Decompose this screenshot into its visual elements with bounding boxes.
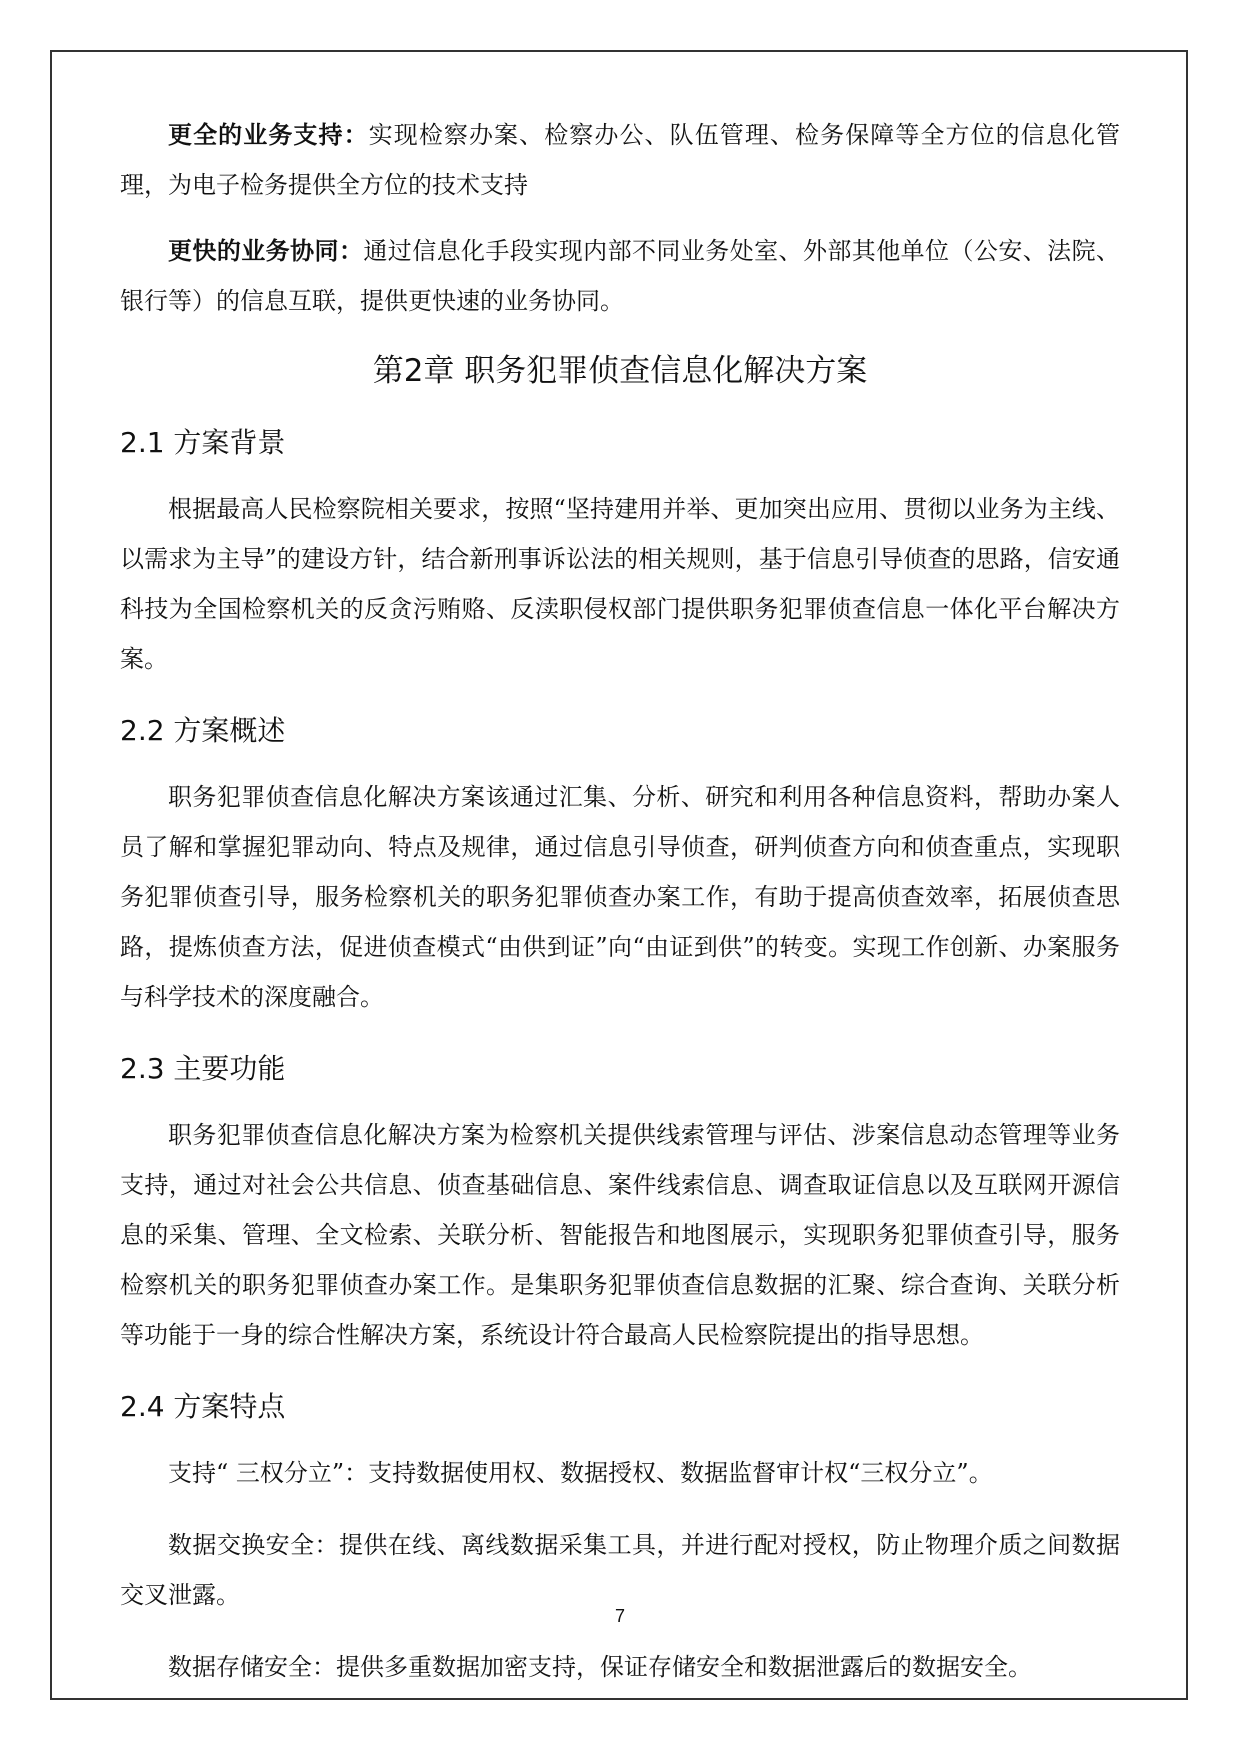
feature-exchange-security: 数据交换安全：提供在线、离线数据采集工具，并进行配对授权，防止物理介质之间数据交叉泄露。 — [120, 1531, 1120, 1609]
document-body — [120, 110, 1120, 1692]
feature-storage-security: 数据存储安全：提供多重数据加密支持，保证存储安全和数据泄露后的数据安全。 — [168, 1653, 1032, 1681]
section-heading-2-1: 2.1 方案背景 — [120, 426, 286, 459]
chapter-title: 第2章 职务犯罪侦查信息化解决方案 — [372, 353, 868, 389]
feature-three-powers: 支持“ 三权分立”：支持数据使用权、数据授权、数据监督审计权“三权分立”。 — [168, 1459, 993, 1487]
intro-text-2: 通过信息化手段实现内部不同业务处室、外部其他单位（公安、法院、银行等）的信息互联，提供更快速的业务协同。 — [120, 237, 1121, 315]
intro-text-1: 实现检察办案、检察办公、队伍管理、检务保障等全方位的信息化管理，为电子检务提供全方位的技术支持 — [120, 121, 1121, 199]
section-2-3-paragraph: 职务犯罪侦查信息化解决方案为检察机关提供线索管理与评估、涉案信息动态管理等业务支持，通过对社会公共信息、侦查基础信息、案件线索信息、调查取证信息以及互联网开源信息的采集、管理、全文检索、关联分析、智能报告和地图展示，实现职务犯罪侦查引导，服务检察机关的职务犯罪侦查办案工作。是集职务犯罪侦查信息数据的汇聚、综合查询、关联分析等功能于一身的综合性解决方案，系统设计符合最高人民检察院提出的指导思想。 — [120, 1121, 1120, 1349]
page-number: 7 — [614, 1606, 625, 1626]
section-heading-2-3: 2.3 主要功能 — [120, 1052, 286, 1085]
section-2-2-paragraph: 职务犯罪侦查信息化解决方案该通过汇集、分析、研究和利用各种信息资料，帮助办案人员了解和掌握犯罪动向、特点及规律，通过信息引导侦查，研判侦查方向和侦查重点，实现职务犯罪侦查引导，服务检察机关的职务犯罪侦查办案工作，有助于提高侦查效率，拓展侦查思路，提炼侦查方法，促进侦查模式“由供到证”向“由证到供”的转变。实现工作创新、办案服务与科学技术的深度融合。 — [120, 783, 1120, 1011]
section-2-1-paragraph: 根据最高人民检察院相关要求，按照“坚持建用并举、更加突出应用、贯彻以业务为主线、以需求为主导”的建设方针，结合新刑事诉讼法的相关规则，基于信息引导侦查的思路，信安通科技为全国检察机关的反贪污贿赂、反渎职侵权部门提供职务犯罪侦查信息一体化平台解决方案。 — [120, 495, 1120, 673]
section-heading-2-4: 2.4 方案特点 — [120, 1390, 286, 1423]
intro-lead-2: 更快的业务协同： — [168, 236, 364, 265]
intro-lead-1: 更全的业务支持： — [168, 120, 369, 149]
intro-paragraph-1 — [120, 110, 1120, 210]
section-heading-2-2: 2.2 方案概述 — [120, 714, 286, 747]
intro-paragraph-2 — [120, 226, 1120, 326]
